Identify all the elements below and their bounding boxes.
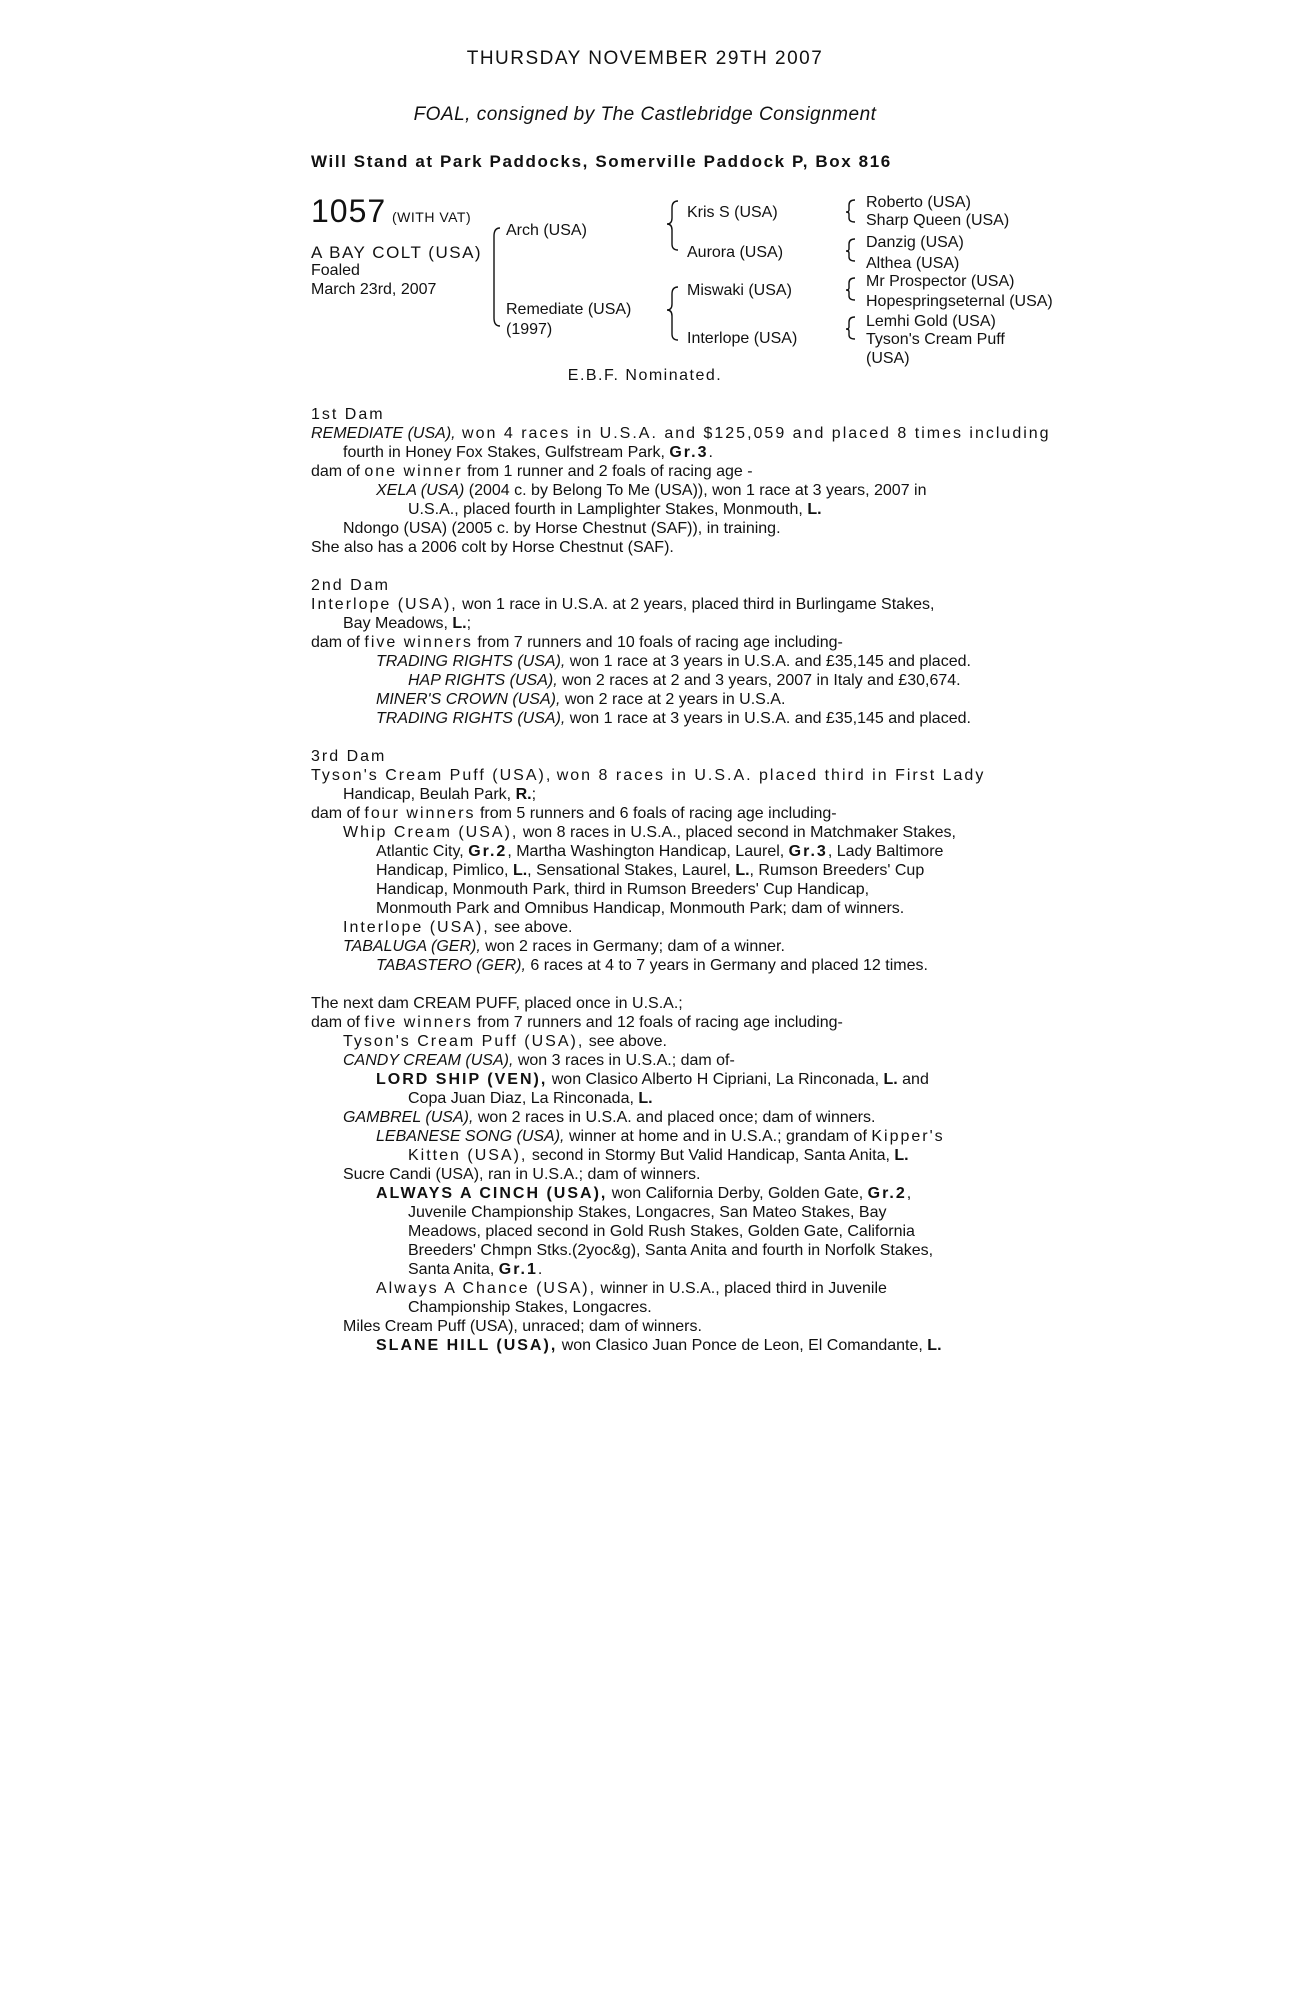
ebf-nominated: E.B.F. Nominated. (567, 367, 723, 384)
pedigree-g3: Danzig (USA) (866, 234, 964, 251)
third-dam-line-3: dam of four winners from 5 runners and 6 foals of racing age including- (311, 805, 837, 822)
next-dam-line-17: Championship Stakes, Longacres. (408, 1299, 652, 1316)
brace-g4 (846, 317, 855, 339)
first-dam-line-7: She also has a 2006 colt by Horse Chestnut (SAF). (311, 539, 674, 556)
vat-note: (WITH VAT) (392, 209, 472, 225)
second-dam-line-3: dam of five winners from 7 runners and 10 foals of racing age including- (311, 634, 843, 651)
next-dam-line-15: Santa Anita, Gr.1. (408, 1261, 543, 1278)
next-dam-line-8: LEBANESE SONG (USA), winner at home and in U.S.A.; grandam of Kipper's (376, 1128, 945, 1145)
next-dam-line-3: Tyson's Cream Puff (USA), see above. (343, 1033, 667, 1050)
consignor-line: FOAL, consigned by The Castlebridge Consignment (413, 104, 877, 125)
pedigree-dam-dam: Interlope (USA) (687, 330, 798, 347)
third-dam-line-1: Tyson's Cream Puff (USA), won 8 races in U.S.A. placed third in First Lady (311, 767, 986, 784)
stand-location: Will Stand at Park Paddocks, Somerville Paddock P, Box 816 (311, 152, 892, 171)
third-dam-line-6: Handicap, Pimlico, L., Sensational Stakes, Laurel, L., Rumson Breeders' Cup (376, 862, 925, 879)
third-dam-line-8: Monmouth Park and Omnibus Handicap, Monmouth Park; dam of winners. (376, 900, 905, 917)
third-dam-line-9: Interlope (USA), see above. (343, 919, 573, 936)
brace-g2 (846, 239, 855, 261)
next-dam-line-13: Meadows, placed second in Gold Rush Stakes, Golden Gate, California (408, 1223, 915, 1240)
third-dam-line-11: TABASTERO (GER), 6 races at 4 to 7 years in Germany and placed 12 times. (376, 957, 928, 974)
pedigree-g6: Hopespringseternal (USA) (866, 293, 1053, 310)
third-dam-heading: 3rd Dam (311, 748, 387, 765)
next-dam-line-14: Breeders' Chmpn Stks.(2yoc&g), Santa Anita and fourth in Norfolk Stakes, (408, 1242, 934, 1259)
third-dam-line-2: Handicap, Beulah Park, R.; (343, 786, 537, 803)
first-dam-line-2: fourth in Honey Fox Stakes, Gulfstream Park, Gr.3. (343, 444, 713, 461)
next-dam-line-6: Copa Juan Diaz, La Rinconada, L. (408, 1090, 653, 1107)
second-dam-line-4: TRADING RIGHTS (USA), won 1 race at 3 years in U.S.A. and £35,145 and placed. (376, 653, 971, 670)
foaled-date: March 23rd, 2007 (311, 281, 437, 298)
third-dam-line-10: TABALUGA (GER), won 2 races in Germany; dam of a winner. (343, 938, 785, 955)
pedigree-dam-year: (1997) (506, 321, 553, 338)
pedigree-g9: (USA) (866, 350, 910, 367)
next-dam-line-18: Miles Cream Puff (USA), unraced; dam of winners. (343, 1318, 702, 1335)
second-dam-line-7: TRADING RIGHTS (USA), won 1 race at 3 years in U.S.A. and £35,145 and placed. (376, 710, 971, 727)
pedigree-g2: Sharp Queen (USA) (866, 212, 1010, 229)
second-dam-line-5: HAP RIGHTS (USA), won 2 races at 2 and 3 years, 2007 in Italy and £30,674. (408, 672, 961, 689)
first-dam-line-3: dam of one winner from 1 runner and 2 foals of racing age - (311, 463, 753, 480)
next-dam-line-4: CANDY CREAM (USA), won 3 races in U.S.A.; dam of- (343, 1052, 735, 1069)
next-dam-line-10: Sucre Candi (USA), ran in U.S.A.; dam of winners. (343, 1166, 701, 1183)
next-dam-line-16: Always A Chance (USA), winner in U.S.A., placed third in Juvenile (376, 1280, 887, 1297)
first-dam-heading: 1st Dam (311, 406, 385, 423)
pedigree-g8: Tyson's Cream Puff (866, 331, 1005, 348)
first-dam-line-1: REMEDIATE (USA), won 4 races in U.S.A. and $125,059 and placed 8 times including (311, 425, 1051, 442)
pedigree-g1: Roberto (USA) (866, 194, 971, 211)
pedigree-dam: Remediate (USA) (506, 301, 632, 318)
pedigree-sire-sire: Kris S (USA) (687, 204, 778, 221)
brace-dam (667, 287, 678, 340)
lot-number: 1057 (311, 193, 387, 229)
second-dam-heading: 2nd Dam (311, 577, 390, 594)
second-dam-line-1: Interlope (USA), won 1 race in U.S.A. at 2 years, placed third in Burlingame Stakes, (311, 596, 935, 613)
third-dam-line-7: Handicap, Monmouth Park, third in Rumson Breeders' Cup Handicap, (376, 881, 870, 898)
foaled-label: Foaled (311, 262, 360, 279)
second-dam-line-6: MINER'S CROWN (USA), won 2 race at 2 years in U.S.A. (376, 691, 786, 708)
pedigree-dam-sire: Miswaki (USA) (687, 282, 792, 299)
lot-title: A BAY COLT (USA) (311, 243, 483, 262)
third-dam-line-5: Atlantic City, Gr.2, Martha Washington Handicap, Laurel, Gr.3, Lady Baltimore (376, 843, 944, 860)
first-dam-line-5: U.S.A., placed fourth in Lamplighter Stakes, Monmouth, L. (408, 501, 822, 518)
brace-g1 (846, 200, 855, 222)
pedigree-sire-dam: Aurora (USA) (687, 244, 784, 261)
next-dam-line-12: Juvenile Championship Stakes, Longacres, San Mateo Stakes, Bay (408, 1204, 887, 1221)
next-dam-line-9: Kitten (USA), second in Stormy But Valid Handicap, Santa Anita, L. (408, 1147, 909, 1164)
next-dam-line-2: dam of five winners from 7 runners and 12 foals of racing age including- (311, 1014, 843, 1031)
pedigree-g5: Mr Prospector (USA) (866, 273, 1015, 290)
brace-g3 (846, 278, 855, 300)
next-dam-line-7: GAMBREL (USA), won 2 races in U.S.A. and placed once; dam of winners. (343, 1109, 876, 1126)
third-dam-line-4: Whip Cream (USA), won 8 races in U.S.A., placed second in Matchmaker Stakes, (343, 824, 956, 841)
next-dam-line-19: SLANE HILL (USA), won Clasico Juan Ponce de Leon, El Comandante, L. (376, 1337, 942, 1354)
brace-sire (667, 201, 678, 250)
first-dam-line-4: XELA (USA) (2004 c. by Belong To Me (USA)), won 1 race at 3 years, 2007 in (376, 482, 927, 499)
pedigree-sire: Arch (USA) (506, 222, 587, 239)
next-dam-line-11: ALWAYS A CINCH (USA), won California Derby, Golden Gate, Gr.2, (376, 1185, 912, 1202)
pedigree-g4: Althea (USA) (866, 255, 960, 272)
next-dam-line-1: The next dam CREAM PUFF, placed once in U.S.A.; (311, 995, 683, 1012)
pedigree-brackets (0, 0, 1290, 400)
brace-sire-dam (494, 228, 500, 326)
sale-date: THURSDAY NOVEMBER 29TH 2007 (466, 48, 824, 69)
first-dam-line-6: Ndongo (USA) (2005 c. by Horse Chestnut (SAF)), in training. (343, 520, 781, 537)
next-dam-line-5: LORD SHIP (VEN), won Clasico Alberto H Cipriani, La Rinconada, L. and (376, 1071, 929, 1088)
second-dam-line-2: Bay Meadows, L.; (343, 615, 472, 632)
pedigree-g7: Lemhi Gold (USA) (866, 313, 996, 330)
